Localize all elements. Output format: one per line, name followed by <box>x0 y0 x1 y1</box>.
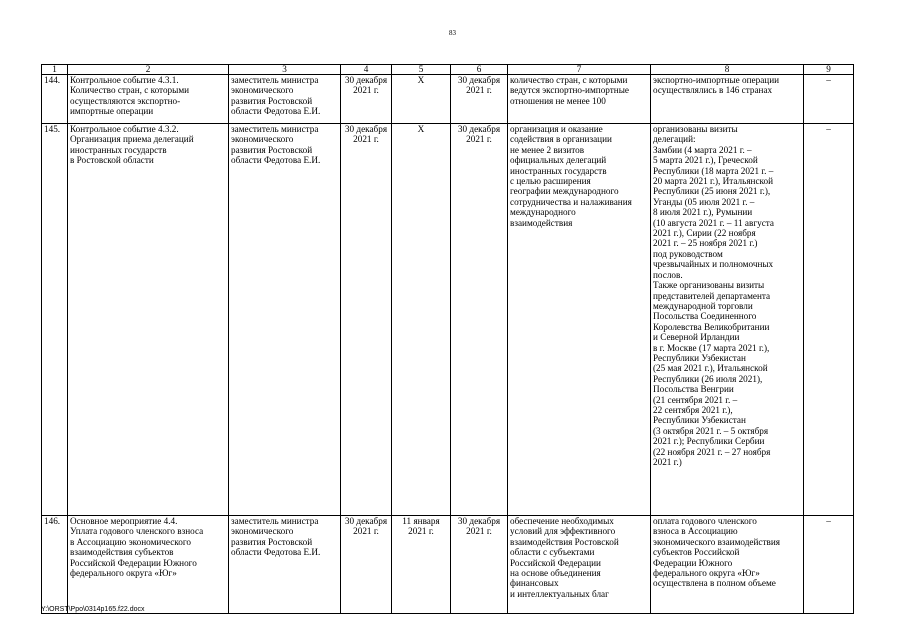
cell-text-line: Уганды (05 июля 2021 г. – <box>653 196 755 207</box>
cell-text-line: послов. <box>653 269 683 280</box>
cell-text-line: заместитель министра <box>231 75 319 85</box>
cell-col-7 <box>508 516 651 614</box>
cell-text-line: заместитель министра <box>231 124 319 134</box>
cell-col-9 <box>804 124 854 516</box>
column-header: 2 <box>68 65 229 75</box>
cell-col-8 <box>651 516 804 614</box>
table-row <box>42 516 854 614</box>
cell-text-line: Республики (18 марта 2021 г. – <box>653 165 774 176</box>
cell-text-line: экономического взаимодействия <box>653 536 780 547</box>
cell-text-line: развития Ростовской <box>231 536 313 547</box>
column-header: 5 <box>392 65 451 75</box>
cell-col-2 <box>68 516 229 614</box>
cell-text-line: в Ростовской области <box>70 155 154 166</box>
cell-text-line: осуществлялись в 146 странах <box>653 85 773 96</box>
cell-col-4 <box>341 516 392 614</box>
cell-text-line: федерального округа «Юг» <box>653 568 760 579</box>
cell-text-line: взноса в Ассоциацию <box>653 526 738 537</box>
column-header: 3 <box>229 65 341 75</box>
cell-text-line: взаимодействия Ростовской <box>510 536 619 547</box>
cell-col-2 <box>68 75 229 124</box>
cell-col-6 <box>451 124 508 516</box>
cell-text-line: осуществлена в полном объеме <box>653 578 776 589</box>
cell-text-line: в Ассоциацию экономического <box>70 536 192 547</box>
cell-text-line: 2021 г.) <box>653 457 682 467</box>
cell-text-line: 2021 г. <box>466 134 492 145</box>
cell-text-line: области Федотова Е.И. <box>231 155 321 166</box>
cell-col-6 <box>451 75 508 124</box>
cell-text-line: международного <box>510 207 576 218</box>
cell-text-line: (25 мая 2021 г.), Итальянской <box>653 363 768 374</box>
cell-text-line: отношения не менее 100 <box>510 95 606 106</box>
cell-text-line: содействия в организации <box>510 134 612 145</box>
cell-text-line: развития Ростовской <box>231 95 313 106</box>
cell-col-7 <box>508 75 651 124</box>
cell-text-line: 2021 г. – 25 ноября 2021 г.) <box>653 238 758 249</box>
cell-text-line: Посольства Соединенного <box>653 311 757 322</box>
cell-col-8 <box>651 124 804 516</box>
column-header: 1 <box>42 65 68 75</box>
cell-text-line: в г. Москве (17 марта 2021 г.), <box>653 342 770 353</box>
cell-text-line: 5 марта 2021 г.), Греческой <box>653 155 758 166</box>
cell-text-line: 30 декабря <box>457 516 501 526</box>
cell-text-line: 8 июля 2021 г.), Румынии <box>653 207 753 218</box>
cell-text-line: Республики Узбекистан <box>653 415 746 426</box>
cell-text-line: импортные операции <box>70 106 154 117</box>
cell-text-line: под руководством <box>653 248 723 259</box>
cell-text-line: количество стран, с которыми <box>510 75 628 85</box>
cell-col-9 <box>804 516 854 614</box>
cell-text-line: Уплата годового членского взноса <box>70 526 204 537</box>
cell-text-line: развития Ростовской <box>231 144 313 155</box>
cell-text-line: организованы визиты <box>653 124 738 134</box>
cell-col-5 <box>392 75 451 124</box>
cell-text-line: с целью расширения <box>510 176 591 187</box>
footer-file-path: Y:\ORST\Ppo\0314p165.f22.docx <box>41 606 145 613</box>
cell-text-line: Контрольное событие 4.3.2. <box>70 124 179 134</box>
cell-text-line: оплата годового членского <box>653 516 757 526</box>
cell-col-2 <box>68 124 229 516</box>
cell-text-line: 2021 г.), Сирии (22 ноября <box>653 228 756 239</box>
cell-text-line: Королевства Великобритании <box>653 321 770 332</box>
column-header: 9 <box>804 65 854 75</box>
cell-text-line: организация и оказание <box>510 124 603 134</box>
cell-text-line: 11 января <box>402 516 440 526</box>
cell-text-line: 2021 г. <box>353 134 379 145</box>
cell-text-line: осуществляются экспортно- <box>70 95 181 106</box>
cell-text-line: Х <box>417 75 425 85</box>
cell-text-line: 2021 г. <box>353 85 379 96</box>
cell-text-line: представителей департамента <box>653 290 771 301</box>
cell-text-line: Республики Узбекистан <box>653 352 746 363</box>
cell-text-line: 22 сентября 2021 г.), <box>653 404 733 415</box>
cell-text-line: – <box>826 516 831 526</box>
cell-text-line: Российской Федерации Южного <box>70 557 197 568</box>
table-body <box>42 75 854 614</box>
cell-text-line: 2021 г. <box>466 526 492 537</box>
column-header: 4 <box>341 65 392 75</box>
cell-text-line: Республики (25 июня 2021 г.), <box>653 186 771 197</box>
cell-text-line: 30 декабря <box>457 75 501 85</box>
cell-text-line: сотрудничества и налаживания <box>510 196 632 207</box>
cell-text-line: финансовых <box>510 578 559 589</box>
cell-col-9 <box>804 75 854 124</box>
cell-col-4 <box>341 75 392 124</box>
cell-text-line: Также организованы визиты <box>653 280 765 291</box>
row-number: 145. <box>42 124 68 516</box>
cell-text-line: и Северной Ирландии <box>653 332 740 343</box>
cell-col-5 <box>392 516 451 614</box>
cell-text-line: официальных делегаций <box>510 155 607 166</box>
column-header: 7 <box>508 65 651 75</box>
cell-text-line: делегаций: <box>653 134 696 145</box>
cell-col-4 <box>341 124 392 516</box>
report-table <box>41 64 854 614</box>
cell-text-line: на основе объединения <box>510 568 601 579</box>
cell-text-line: – <box>826 124 831 134</box>
cell-text-line: ведутся экспортно-импортные <box>510 85 629 96</box>
cell-text-line: (21 сентября 2021 г. – <box>653 394 738 405</box>
cell-col-8 <box>651 75 804 124</box>
table-row <box>42 75 854 124</box>
cell-col-3 <box>229 75 341 124</box>
column-header: 8 <box>651 65 804 75</box>
cell-text-line: Количество стран, с которыми <box>70 85 190 96</box>
cell-text-line: Замбии (4 марта 2021 г. – <box>653 144 752 155</box>
cell-text-line: субъектов Российской <box>653 547 740 558</box>
cell-text-line: международной торговли <box>653 300 753 311</box>
cell-text-line: заместитель министра <box>231 516 319 526</box>
cell-text-line: 2021 г. <box>353 526 379 537</box>
cell-text-line: Российской Федерации <box>510 557 601 568</box>
cell-col-3 <box>229 516 341 614</box>
cell-text-line: экономического <box>231 85 294 96</box>
cell-text-line: обеспечение необходимых <box>510 516 614 526</box>
cell-text-line: не менее 2 визитов <box>510 144 585 155</box>
cell-text-line: (22 ноября 2021 г. – 27 ноября <box>653 446 771 457</box>
cell-text-line: – <box>826 75 831 85</box>
cell-text-line: и интеллектуальных благ <box>510 588 609 599</box>
cell-text-line: области Федотова Е.И. <box>231 106 321 117</box>
cell-text-line: (10 августа 2021 г. – 11 августа <box>653 217 774 228</box>
cell-text-line: Организация приема делегаций <box>70 134 194 145</box>
cell-text-line: 2021 г.); Республики Сербии <box>653 436 765 447</box>
table-row <box>42 124 854 516</box>
cell-text-line: 2021 г. <box>466 85 492 96</box>
cell-text-line: Основное мероприятие 4.4. <box>70 516 178 526</box>
header-row <box>42 65 854 75</box>
cell-text-line: экономического <box>231 526 294 537</box>
cell-col-7 <box>508 124 651 516</box>
cell-col-5 <box>392 124 451 516</box>
cell-text-line: Федерации Южного <box>653 557 733 568</box>
cell-text-line: Республики (26 июля 2021), <box>653 373 763 384</box>
cell-text-line: экономического <box>231 134 294 145</box>
cell-text-line: 30 декабря <box>457 124 501 134</box>
cell-text-line: 30 декабря <box>344 516 388 526</box>
cell-text-line: взаимодействия субъектов <box>70 547 174 558</box>
cell-text-line: (3 октября 2021 г. – 5 октября <box>653 425 769 436</box>
cell-text-line: чрезвычайных и полномочных <box>653 259 774 270</box>
cell-col-3 <box>229 124 341 516</box>
cell-text-line: федерального округа «Юг» <box>70 568 177 579</box>
cell-text-line: 20 марта 2021 г.), Итальянской <box>653 176 774 187</box>
cell-col-6 <box>451 516 508 614</box>
cell-text-line: географии международного <box>510 186 619 197</box>
cell-text-line: экспортно-импортные операции <box>653 75 780 85</box>
cell-text-line: 30 декабря <box>344 75 388 85</box>
cell-text-line: иностранных государств <box>70 144 167 155</box>
cell-text-line: взаимодействия <box>510 217 573 228</box>
cell-text-line: Х <box>417 124 425 134</box>
cell-text-line: Контрольное событие 4.3.1. <box>70 75 179 85</box>
cell-text-line: области с субъектами <box>510 547 595 558</box>
cell-text-line: условий для эффективного <box>510 526 616 537</box>
row-number: 146. <box>42 516 68 614</box>
cell-text-line: иностранных государств <box>510 165 607 176</box>
cell-text-line: области Федотова Е.И. <box>231 547 321 558</box>
cell-text-line: 2021 г. <box>408 526 434 537</box>
cell-text-line: 30 декабря <box>344 124 388 134</box>
page-number: 83 <box>449 29 456 37</box>
row-number: 144. <box>42 75 68 124</box>
column-header: 6 <box>451 65 508 75</box>
cell-text-line: Посольства Венгрии <box>653 384 734 395</box>
